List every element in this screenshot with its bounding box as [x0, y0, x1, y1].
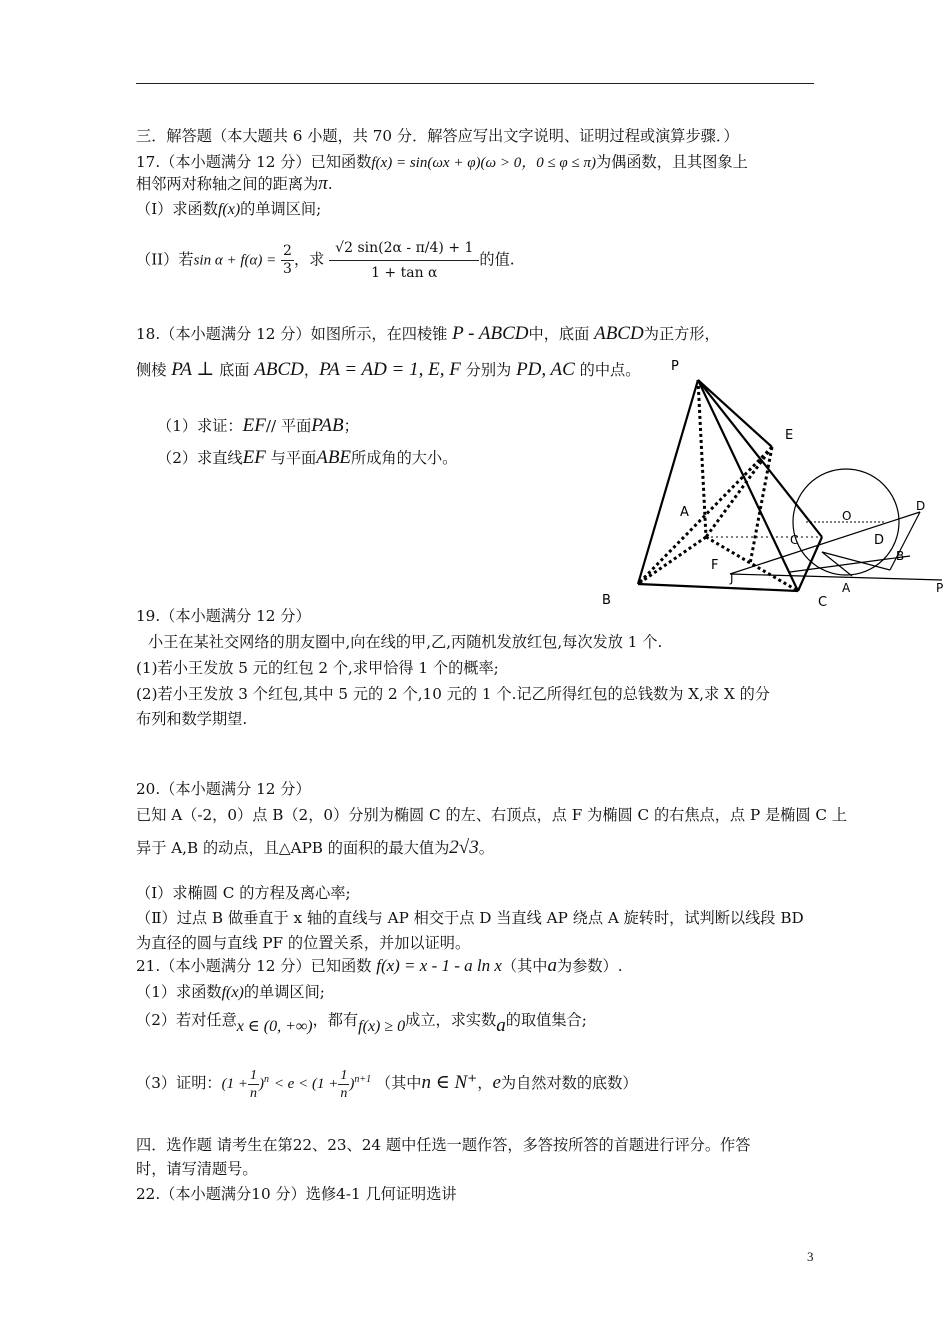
label-B-circle: B	[896, 549, 905, 563]
label-C-circle: C	[790, 533, 799, 547]
q20-line2	[136, 838, 494, 858]
q18-math: PD, AC	[516, 359, 575, 380]
label-A: A	[680, 505, 689, 520]
page-number: 3	[807, 1249, 814, 1264]
q17-text: ，求	[293, 250, 325, 269]
q17-text: 相邻两对称轴之间的距离为	[136, 175, 319, 193]
q18-math: PA ⊥	[171, 359, 215, 380]
frac-one-over-n-2	[338, 1067, 349, 1102]
q18-text: （2）求直线	[157, 449, 243, 467]
q21-part3: （3）证明：(1 + $\frac{1}{n}$ )$^n$ < e < (1 + $\frac{1}{n}$ )$^{n+1}$ （其中n ∈ N⁺，e为自然对数的底数）	[136, 1067, 638, 1101]
q20-text: 异于 A,B 的动点，且△APB 的面积的最大值为	[136, 839, 450, 857]
q20-part2a: （Ⅱ）过点 B 做垂直于 x 轴的直线与 AP 相交于点 D 当直线 AP 绕点 A 旋转时，试判断以线段 BD	[136, 909, 804, 927]
expr-den: 1 + tan α	[371, 265, 438, 281]
q18-line2	[136, 360, 640, 380]
q21-exp: n	[263, 1074, 269, 1085]
section4-line1: 四．选作题 请考生在第22、23、24 题中任选一题作答，多答按所答的首题进行评分。作答	[136, 1136, 751, 1154]
q17-cond: sin α + f(α) =	[193, 252, 277, 269]
q19-part2a: (2)若小王发放 3 个红包,其中 5 元的 2 个,10 元的 1 个.记乙所得红包的总钱数为 X,求 X 的分	[136, 685, 770, 703]
q20-text: 。	[478, 839, 494, 857]
q21-text: 为自然对数的底数）	[500, 1074, 638, 1093]
q21-text: （3）证明：	[136, 1074, 222, 1093]
q19-title: 19.（本小题满分 12 分）	[136, 607, 311, 625]
frac-two-thirds	[281, 243, 294, 278]
q17-formula: f(x) = sin(ωx + φ)(ω > 0，0 ≤ φ ≤ π)	[371, 155, 596, 171]
pyramid-figure	[590, 354, 950, 614]
q17-part2	[136, 236, 515, 285]
q21-part2	[136, 1010, 587, 1036]
q21-math: f(x) ≥ 0	[358, 1018, 406, 1035]
label-O: O	[842, 509, 852, 523]
q18-text: 与平面	[270, 449, 317, 467]
q18-part1	[157, 416, 359, 436]
q18-math: ABE	[316, 447, 352, 468]
frac-den: n	[249, 1085, 257, 1101]
q17-f: f(x)	[217, 201, 241, 218]
q20-math: 2√3	[449, 837, 479, 858]
q21-part1	[136, 982, 325, 1003]
q18-text: 所成角的大小。	[351, 449, 458, 467]
q19-part1: (1)若小王发放 5 元的红包 2 个,求甲恰得 1 个的概率;	[136, 659, 499, 677]
q18-text: 为正方形，	[643, 325, 720, 343]
expr-num: √2 sin(2α - π/4) + 1	[329, 236, 479, 261]
q19-intro: 小王在某社交网络的朋友圈中,向在线的甲,乙,丙随机发放红包,每次发放 1 个.	[148, 633, 663, 651]
label-D: D	[874, 533, 885, 548]
label-D-circle: D	[916, 499, 926, 513]
frac-num: 2	[283, 243, 292, 259]
edge-PB	[638, 380, 698, 584]
q17-line1	[136, 152, 748, 173]
section3-header: 三．解答题（本大题共 6 小题，共 70 分．解答应写出文字说明、证明过程或演算步骤．）	[136, 127, 739, 145]
q18-text: ；	[343, 417, 359, 435]
q18-math: ABCD	[594, 323, 644, 344]
section4-line2: 时，请写清题号。	[136, 1160, 258, 1178]
frac-expression	[329, 236, 479, 285]
label-C: C	[818, 595, 828, 610]
line-chord	[730, 512, 920, 574]
q21-math: (1 +	[221, 1076, 248, 1093]
q20-title: 20.（本小题满分 12 分）	[136, 780, 311, 798]
q21-text: （其中	[501, 957, 548, 975]
q17-text: 的单调区间;	[240, 200, 322, 218]
q17-text: 17.（本小题满分 12 分）已知函数	[136, 153, 372, 171]
q18-math: PAB	[311, 415, 344, 436]
frac-one-over-n	[248, 1067, 259, 1102]
label-J: J	[730, 571, 734, 585]
q17-part1	[136, 199, 321, 220]
label-A-circle: A	[842, 581, 851, 595]
q18-part2	[157, 448, 457, 468]
q18-math: PA = AD = 1, E, F	[319, 359, 461, 380]
q17-text: （I）求函数	[136, 200, 218, 218]
q17-text: 的值.	[479, 250, 515, 269]
q21-math: < e < (1 +	[273, 1076, 339, 1093]
q18-text: 中，底面	[528, 325, 590, 343]
q18-text: 侧棱	[136, 361, 167, 379]
q21-text: （其中	[375, 1074, 422, 1093]
label-F: F	[711, 558, 719, 573]
q21-text: ，	[477, 1074, 493, 1093]
q18-math: EF	[242, 415, 266, 436]
q21-text: （1）求函数	[136, 983, 222, 1001]
q21-text: （2）若对任意	[136, 1011, 237, 1029]
q22-title: 22.（本小题满分10 分）选修4-1 几何证明选讲	[136, 1185, 457, 1203]
q18-text: 18.（本小题满分 12 分）如图所示，在四棱锥	[136, 325, 448, 343]
q21-math: f(x) = x - 1 - a ln x	[376, 956, 502, 975]
q18-text: // 平面	[265, 417, 312, 435]
frac-num: 1	[249, 1067, 257, 1083]
q18-line1	[136, 324, 720, 344]
q18-math: P - ABCD	[452, 323, 529, 344]
q17-text: 为偶函数，且其图象上	[595, 153, 748, 171]
q21-text: ，都有	[312, 1011, 359, 1029]
label-B: B	[602, 593, 611, 608]
q18-text: 的中点。	[579, 361, 641, 379]
q18-math: ABCD	[254, 359, 304, 380]
edge-AB-hidden	[638, 537, 706, 584]
q18-text: （1）求证：	[157, 417, 243, 435]
q21-math: n ∈ N⁺	[421, 1072, 478, 1094]
q17-text: .	[327, 175, 333, 193]
q20-part2b: 为直径的圆与直线 PF 的位置关系，并加以证明。	[136, 934, 471, 952]
q21-exp: n+1	[354, 1074, 372, 1085]
q21-math: a	[547, 955, 557, 976]
q17-text: （II）若	[136, 250, 194, 269]
line-AP	[730, 574, 942, 580]
label-P-circle: P	[936, 581, 944, 595]
edge-PE	[698, 380, 772, 447]
q21-math: x ∈ (0, +∞)	[236, 1018, 313, 1035]
line-CB	[822, 552, 890, 570]
q21-text: 21.（本小题满分 12 分）已知函数	[136, 957, 372, 975]
q21-math: a	[496, 1015, 506, 1036]
q18-text: ，	[303, 361, 320, 379]
edge-BC	[638, 584, 798, 591]
label-P: P	[671, 359, 679, 374]
q21-text: 的取值集合;	[505, 1011, 587, 1029]
q21-text: 的单调区间;	[243, 983, 325, 1001]
q19-part2b: 布列和数学期望.	[136, 710, 248, 728]
q21-math: f(x)	[221, 984, 244, 1001]
q17-pi: π	[318, 173, 328, 194]
frac-den: 3	[283, 261, 292, 277]
q20-part1: （Ⅰ）求椭圆 C 的方程及离心率;	[136, 884, 351, 902]
q17-line2	[136, 174, 333, 194]
label-E: E	[785, 428, 794, 443]
edge-PA-hidden	[698, 380, 706, 537]
q18-text: 底面	[219, 361, 250, 379]
q20-line1: 已知 A（-2，0）点 B（2，0）分别为椭圆 C 的左、右顶点，点 F 为椭圆 C 的右焦点，点 P 是椭圆 C 上	[136, 806, 848, 824]
q18-text: 分别为	[465, 361, 512, 379]
q18-math: EF	[242, 447, 266, 468]
q21-text: 为参数）.	[556, 957, 623, 975]
q21-math: e	[492, 1072, 501, 1094]
header-rule	[136, 83, 814, 84]
q21-text: 成立，求实数	[405, 1011, 497, 1029]
frac-num: 1	[340, 1067, 348, 1083]
frac-den: n	[340, 1085, 348, 1101]
q21-line1	[136, 956, 623, 976]
